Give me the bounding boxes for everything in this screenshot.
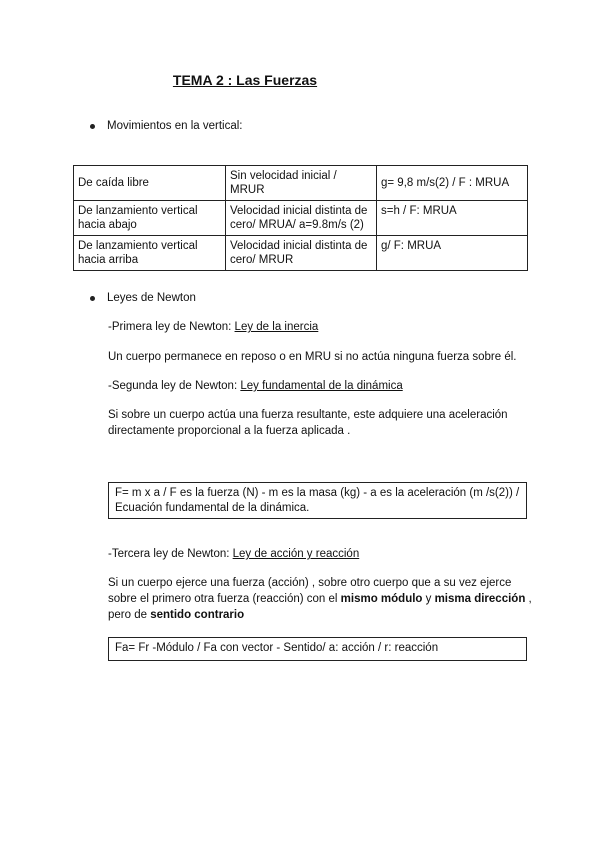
law2-prefix: -Segunda ley de Newton: (108, 380, 241, 392)
law2-text-line2: directamente proporcional a la fuerza aplicada . (108, 425, 351, 437)
bold-misma-direccion: misma dirección (434, 593, 526, 605)
law1-line (108, 321, 318, 333)
table-row (74, 166, 528, 201)
law3-text-part: pero de (108, 609, 151, 621)
formula-box (108, 482, 527, 519)
table-row (74, 201, 528, 236)
table-row (74, 236, 528, 271)
table-cell: Velocidad inicial distinta de cero/ MRUR (226, 236, 377, 271)
law3-line (108, 548, 359, 560)
bullet-dot-icon (90, 296, 95, 301)
formula-box-line2: Ecuación fundamental de la dinámica. (115, 502, 310, 514)
reaction-box-text: Fa= Fr -Módulo / Fa con vector - Sentido/ a: acción / r: reacción (115, 642, 439, 654)
table-cell: g= 9,8 m/s(2) / F : MRUA (377, 166, 528, 201)
reaction-box (108, 637, 527, 661)
law3-text-line2 (108, 593, 532, 605)
movimientos-table (73, 165, 528, 271)
page-title: TEMA 2 : Las Fuerzas (172, 72, 318, 88)
table-cell: g/ F: MRUA (377, 236, 528, 271)
bold-sentido-contrario: sentido contrario (150, 609, 245, 621)
law3-prefix: -Tercera ley de Newton: (108, 548, 233, 560)
bold-mismo-modulo: mismo módulo (340, 593, 423, 605)
law2-line (108, 380, 403, 392)
law1-text: Un cuerpo permanece en reposo o en MRU si no actúa ninguna fuerza sobre él. (108, 351, 517, 363)
bullet-newton (90, 292, 196, 304)
law2-name: Ley fundamental de la dinámica (240, 380, 403, 392)
table-cell: De caída libre (74, 166, 226, 201)
table-cell: Velocidad inicial distinta de cero/ MRUA/ a=9.8m/s (2) (226, 201, 377, 236)
law2-text-line1: Si sobre un cuerpo actúa una fuerza resultante, este adquiere una aceleración (108, 409, 508, 421)
law3-text-part: , (525, 593, 532, 605)
bullet-movimientos (90, 120, 243, 132)
table-cell: De lanzamiento vertical hacia arriba (74, 236, 226, 271)
law3-text-line1: Si un cuerpo ejerce una fuerza (acción) , sobre otro cuerpo que a su vez ejerce (108, 577, 512, 589)
law1-name: Ley de la inercia (234, 321, 319, 333)
law3-text-line3 (108, 609, 244, 621)
law1-prefix: -Primera ley de Newton: (108, 321, 235, 333)
table-cell: Sin velocidad inicial / MRUR (226, 166, 377, 201)
bullet-dot-icon (90, 124, 95, 129)
table-cell: s=h / F: MRUA (377, 201, 528, 236)
section1-heading: Movimientos en la vertical: (107, 120, 243, 132)
law3-text-part: sobre el primero otra fuerza (reacción) con el (108, 593, 341, 605)
law3-name: Ley de acción y reacción (232, 548, 360, 560)
section2-heading: Leyes de Newton (107, 292, 196, 304)
table-cell: De lanzamiento vertical hacia abajo (74, 201, 226, 236)
formula-box-line1: F= m x a / F es la fuerza (N) - m es la masa (kg) - a es la aceleración (m /s(2)) / (115, 487, 520, 499)
law3-text-part: y (422, 593, 435, 605)
